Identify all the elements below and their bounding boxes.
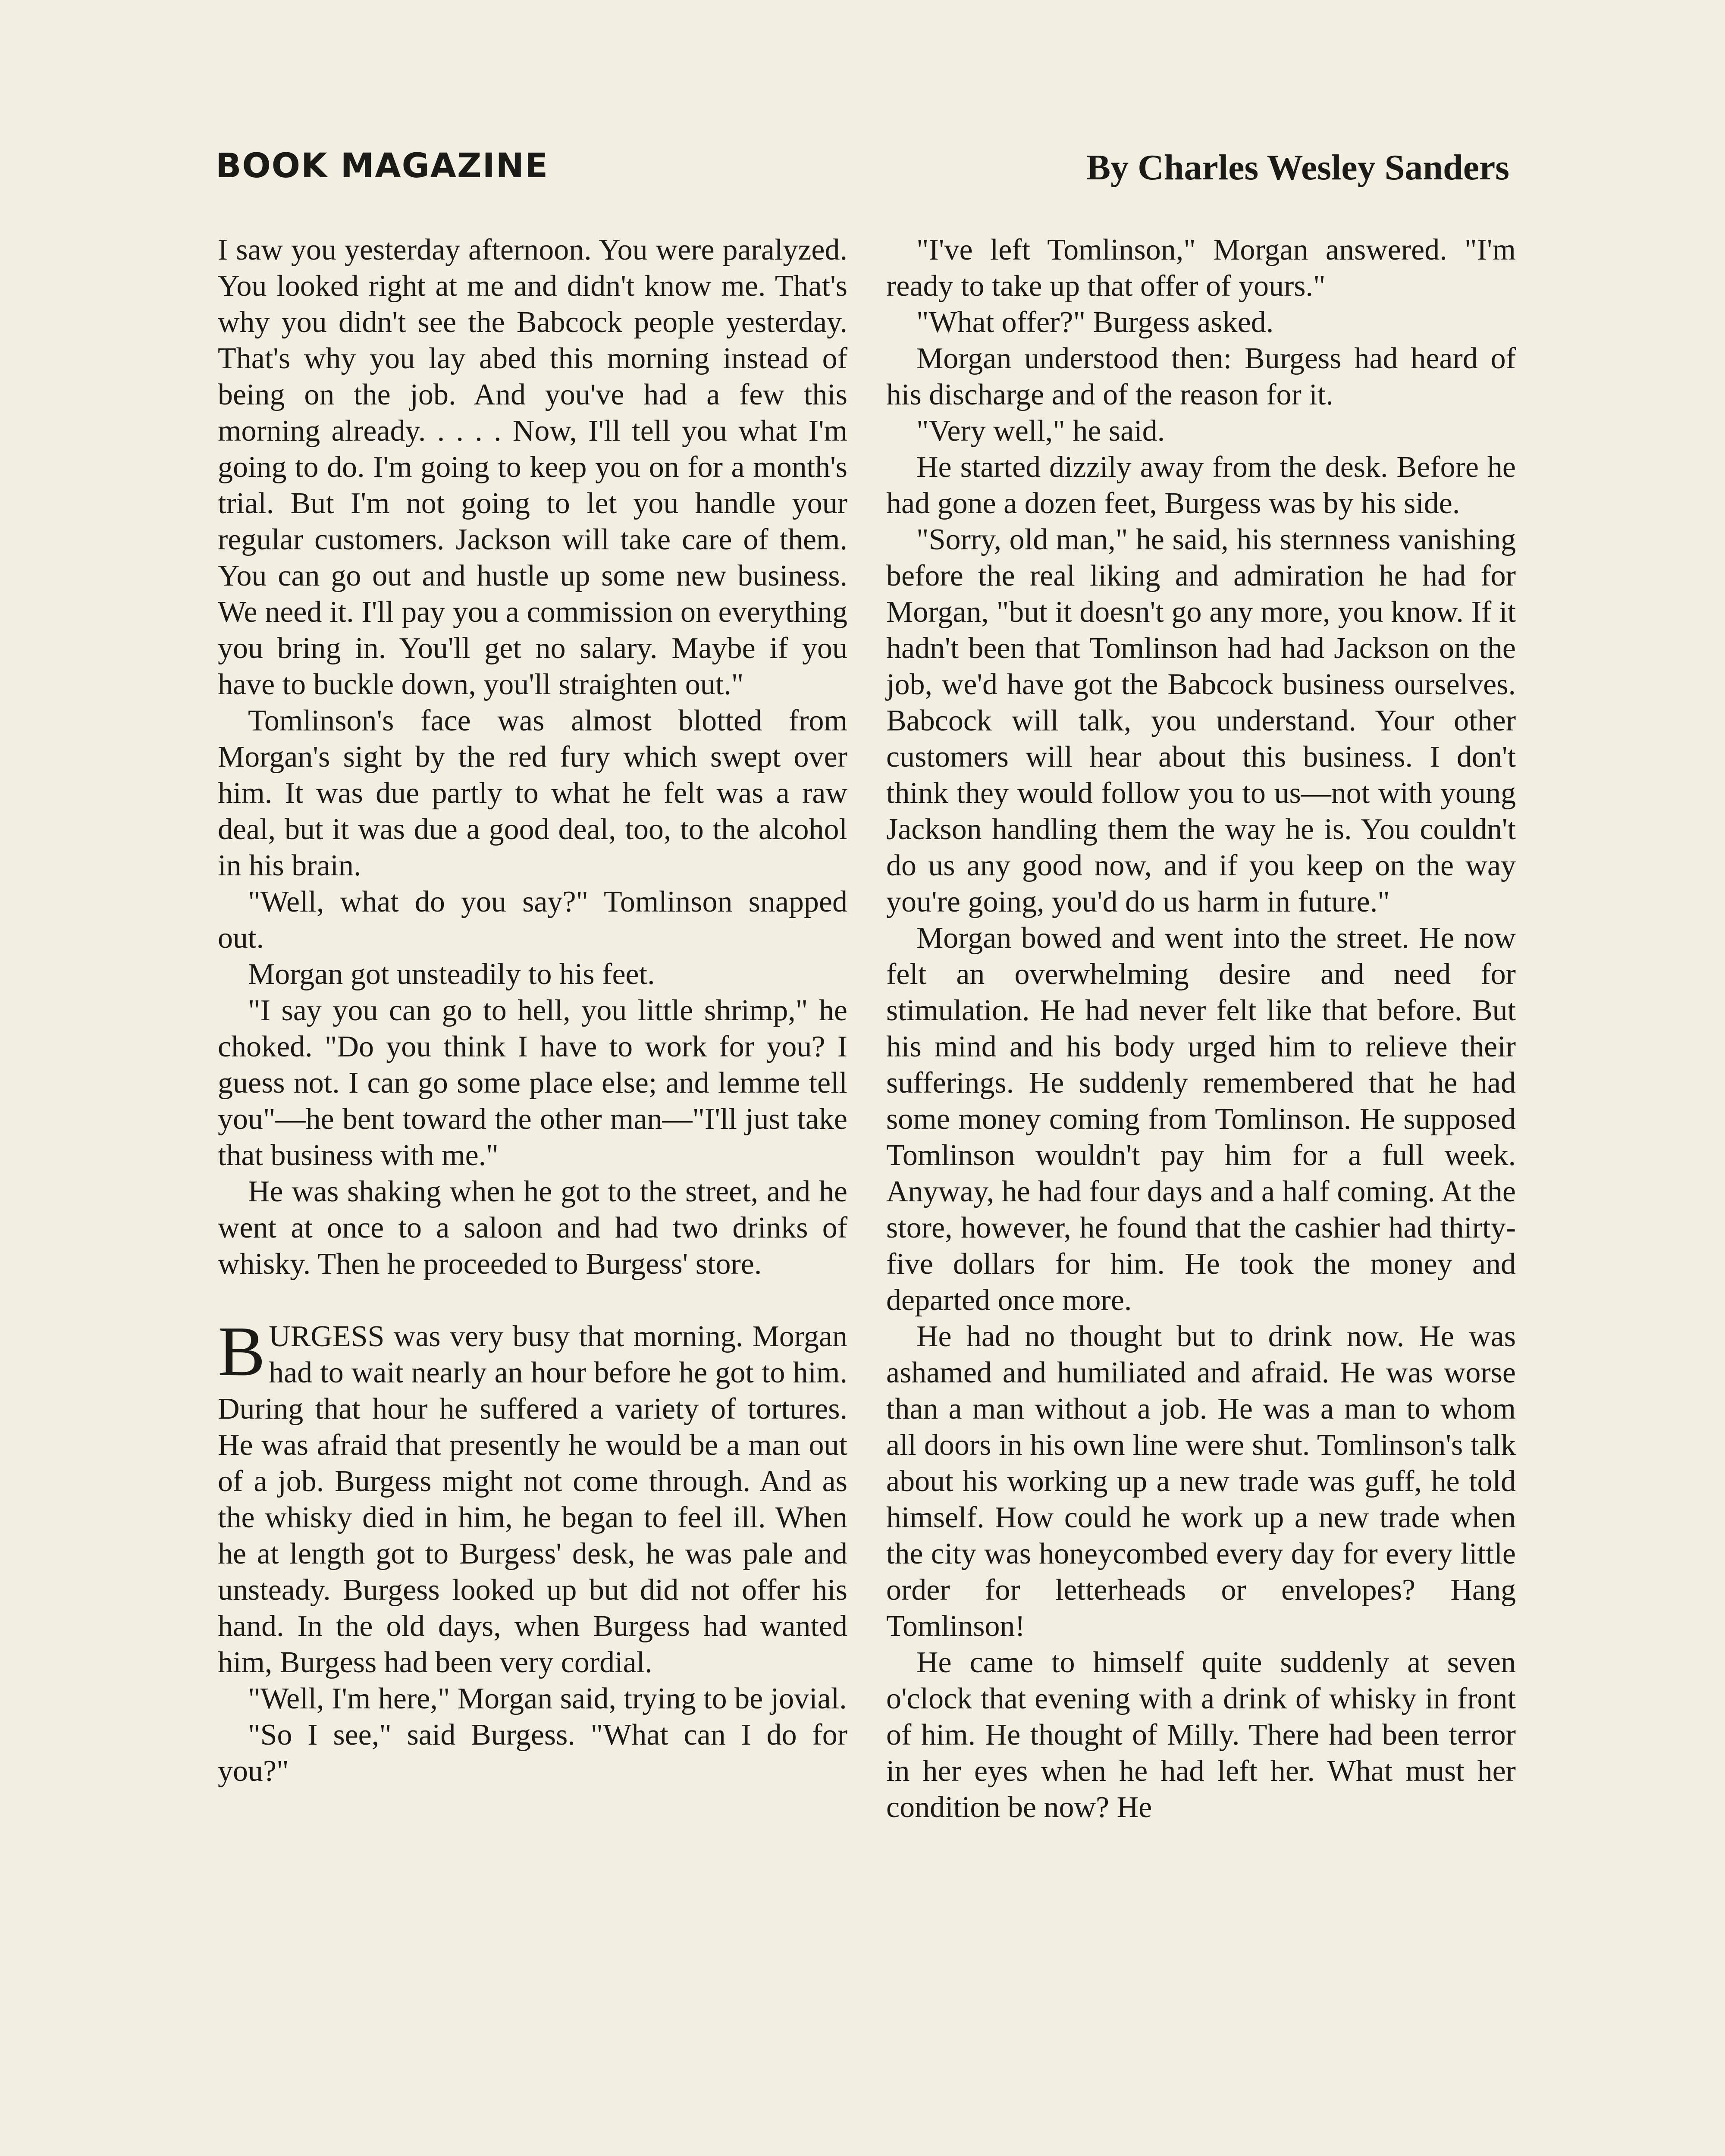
paragraph: Tomlinson's face was almost blotted from Morgan's sight by the red fury which swept over him. It was due partly to what he felt was a raw deal, but it was due a good deal, too, to the alcohol in his brain. bbox=[218, 704, 847, 882]
paragraph: "So I see," said Burgess. "What can I do for you?" bbox=[218, 1718, 847, 1788]
magazine-title: BOOK MAGAZINE bbox=[216, 147, 549, 185]
paragraph: "I've left Tomlinson," Morgan answered. "I'm ready to take up that offer of yours." bbox=[886, 233, 1516, 303]
paragraph: "I say you can go to hell, you little shrimp," he choked. "Do you think I have to work for you? I guess not. I can go some place else; and lemme tell you"—he bent toward the other man—"I'll just take that business with me." bbox=[218, 994, 847, 1172]
author-byline: By Charles Wesley Sanders bbox=[1086, 147, 1509, 188]
paragraph: "Well, I'm here," Morgan said, trying to be jovial. bbox=[248, 1682, 847, 1715]
paragraph: He was shaking when he got to the street, and he went at once to a saloon and had two drinks of whisky. Then he proceeded to Burgess' store. bbox=[218, 1175, 847, 1281]
running-header bbox=[216, 147, 1509, 194]
paragraph: "Well, what do you say?" Tomlinson snapped out. bbox=[218, 885, 847, 955]
paragraph: "Very well," he said. bbox=[916, 414, 1165, 448]
paragraph: I saw you yesterday afternoon. You were paralyzed. You looked right at me and didn't know me. That's why you didn't see the Babcock people yesterday. That's why you lay abed this morning instead of being on the job. And you've had a few this morning already. . . . . Now, I'll tell you what I'm going to do. I'm going to keep you on for a month's trial. But I'm not going to let you handle your regular customers. Jackson will take care of them. You can go out and hustle up some new business. We need it. I'll pay you a commission on everything you bring in. You'll get no salary. Maybe if you have to buckle down, you'll straighten out." bbox=[218, 233, 847, 701]
right-column bbox=[886, 232, 1516, 1826]
paragraph: "What offer?" Burgess asked. bbox=[916, 306, 1274, 339]
left-column bbox=[218, 232, 847, 1789]
paragraph: He started dizzily away from the desk. Before he had gone a dozen feet, Burgess was by his side. bbox=[886, 451, 1516, 520]
paragraph: "Sorry, old man," he said, his sternness vanishing before the real liking and admiration he had for Morgan, "but it doesn't go any more, you know. If it hadn't been that Tomlinson had had Jackson on the job, we'd have got the Babcock business ourselves. Babcock will talk, you understand. Your other customers will hear about this business. I don't think they would follow you to us—not with young Jackson handling them the way he is. You couldn't do us any good now, and if you keep on the way you're going, you'd do us harm in future." bbox=[886, 523, 1516, 918]
paragraph: He came to himself quite suddenly at seven o'clock that evening with a drink of whisky in front of him. He thought of Milly. There had been terror in her eyes when he had left her. What must her condition be now? He bbox=[886, 1646, 1516, 1824]
paragraph: Morgan understood then: Burgess had heard of his discharge and of the reason for it. bbox=[886, 342, 1516, 411]
paragraph: Morgan bowed and went into the street. He now felt an overwhelming desire and need for stimulation. He had never felt like that before. But his mind and his body urged him to relieve their sufferings. He suddenly remembered that he had some money coming from Tomlinson. He supposed Tomlinson wouldn't pay him for a full week. Anyway, he had four days and a half coming. At the store, however, he found that the cashier had thirty-five dollars for him. He took the money and departed once more. bbox=[886, 921, 1516, 1317]
paragraph: He had no thought but to drink now. He was ashamed and humiliated and afraid. He was worse than a man without a job. He was a man to whom all doors in his own line were shut. Tomlinson's talk about his working up a new trade was guff, he told himself. How could he work up a new trade when the city was honeycombed every day for every little order for letterheads or envelopes? Hang Tomlinson! bbox=[886, 1320, 1516, 1643]
section-first-text: URGESS was very busy that morning. Morgan had to wait nearly an hour before he got to him. During that hour he suffered a variety of tortures. He was afraid that presently he would be a man out of a job. Burgess might not come through. And as the whisky died in him, he began to feel ill. When he at length got to Burgess' desk, he was pale and unsteady. Burgess looked up but did not offer his hand. In the old days, when Burgess had wanted him, Burgess had been very cordial. bbox=[218, 1320, 847, 1679]
drop-cap: B bbox=[218, 1312, 266, 1391]
paragraph: Morgan got unsteadily to his feet. bbox=[248, 958, 655, 991]
section-start-paragraph bbox=[218, 1312, 847, 1681]
